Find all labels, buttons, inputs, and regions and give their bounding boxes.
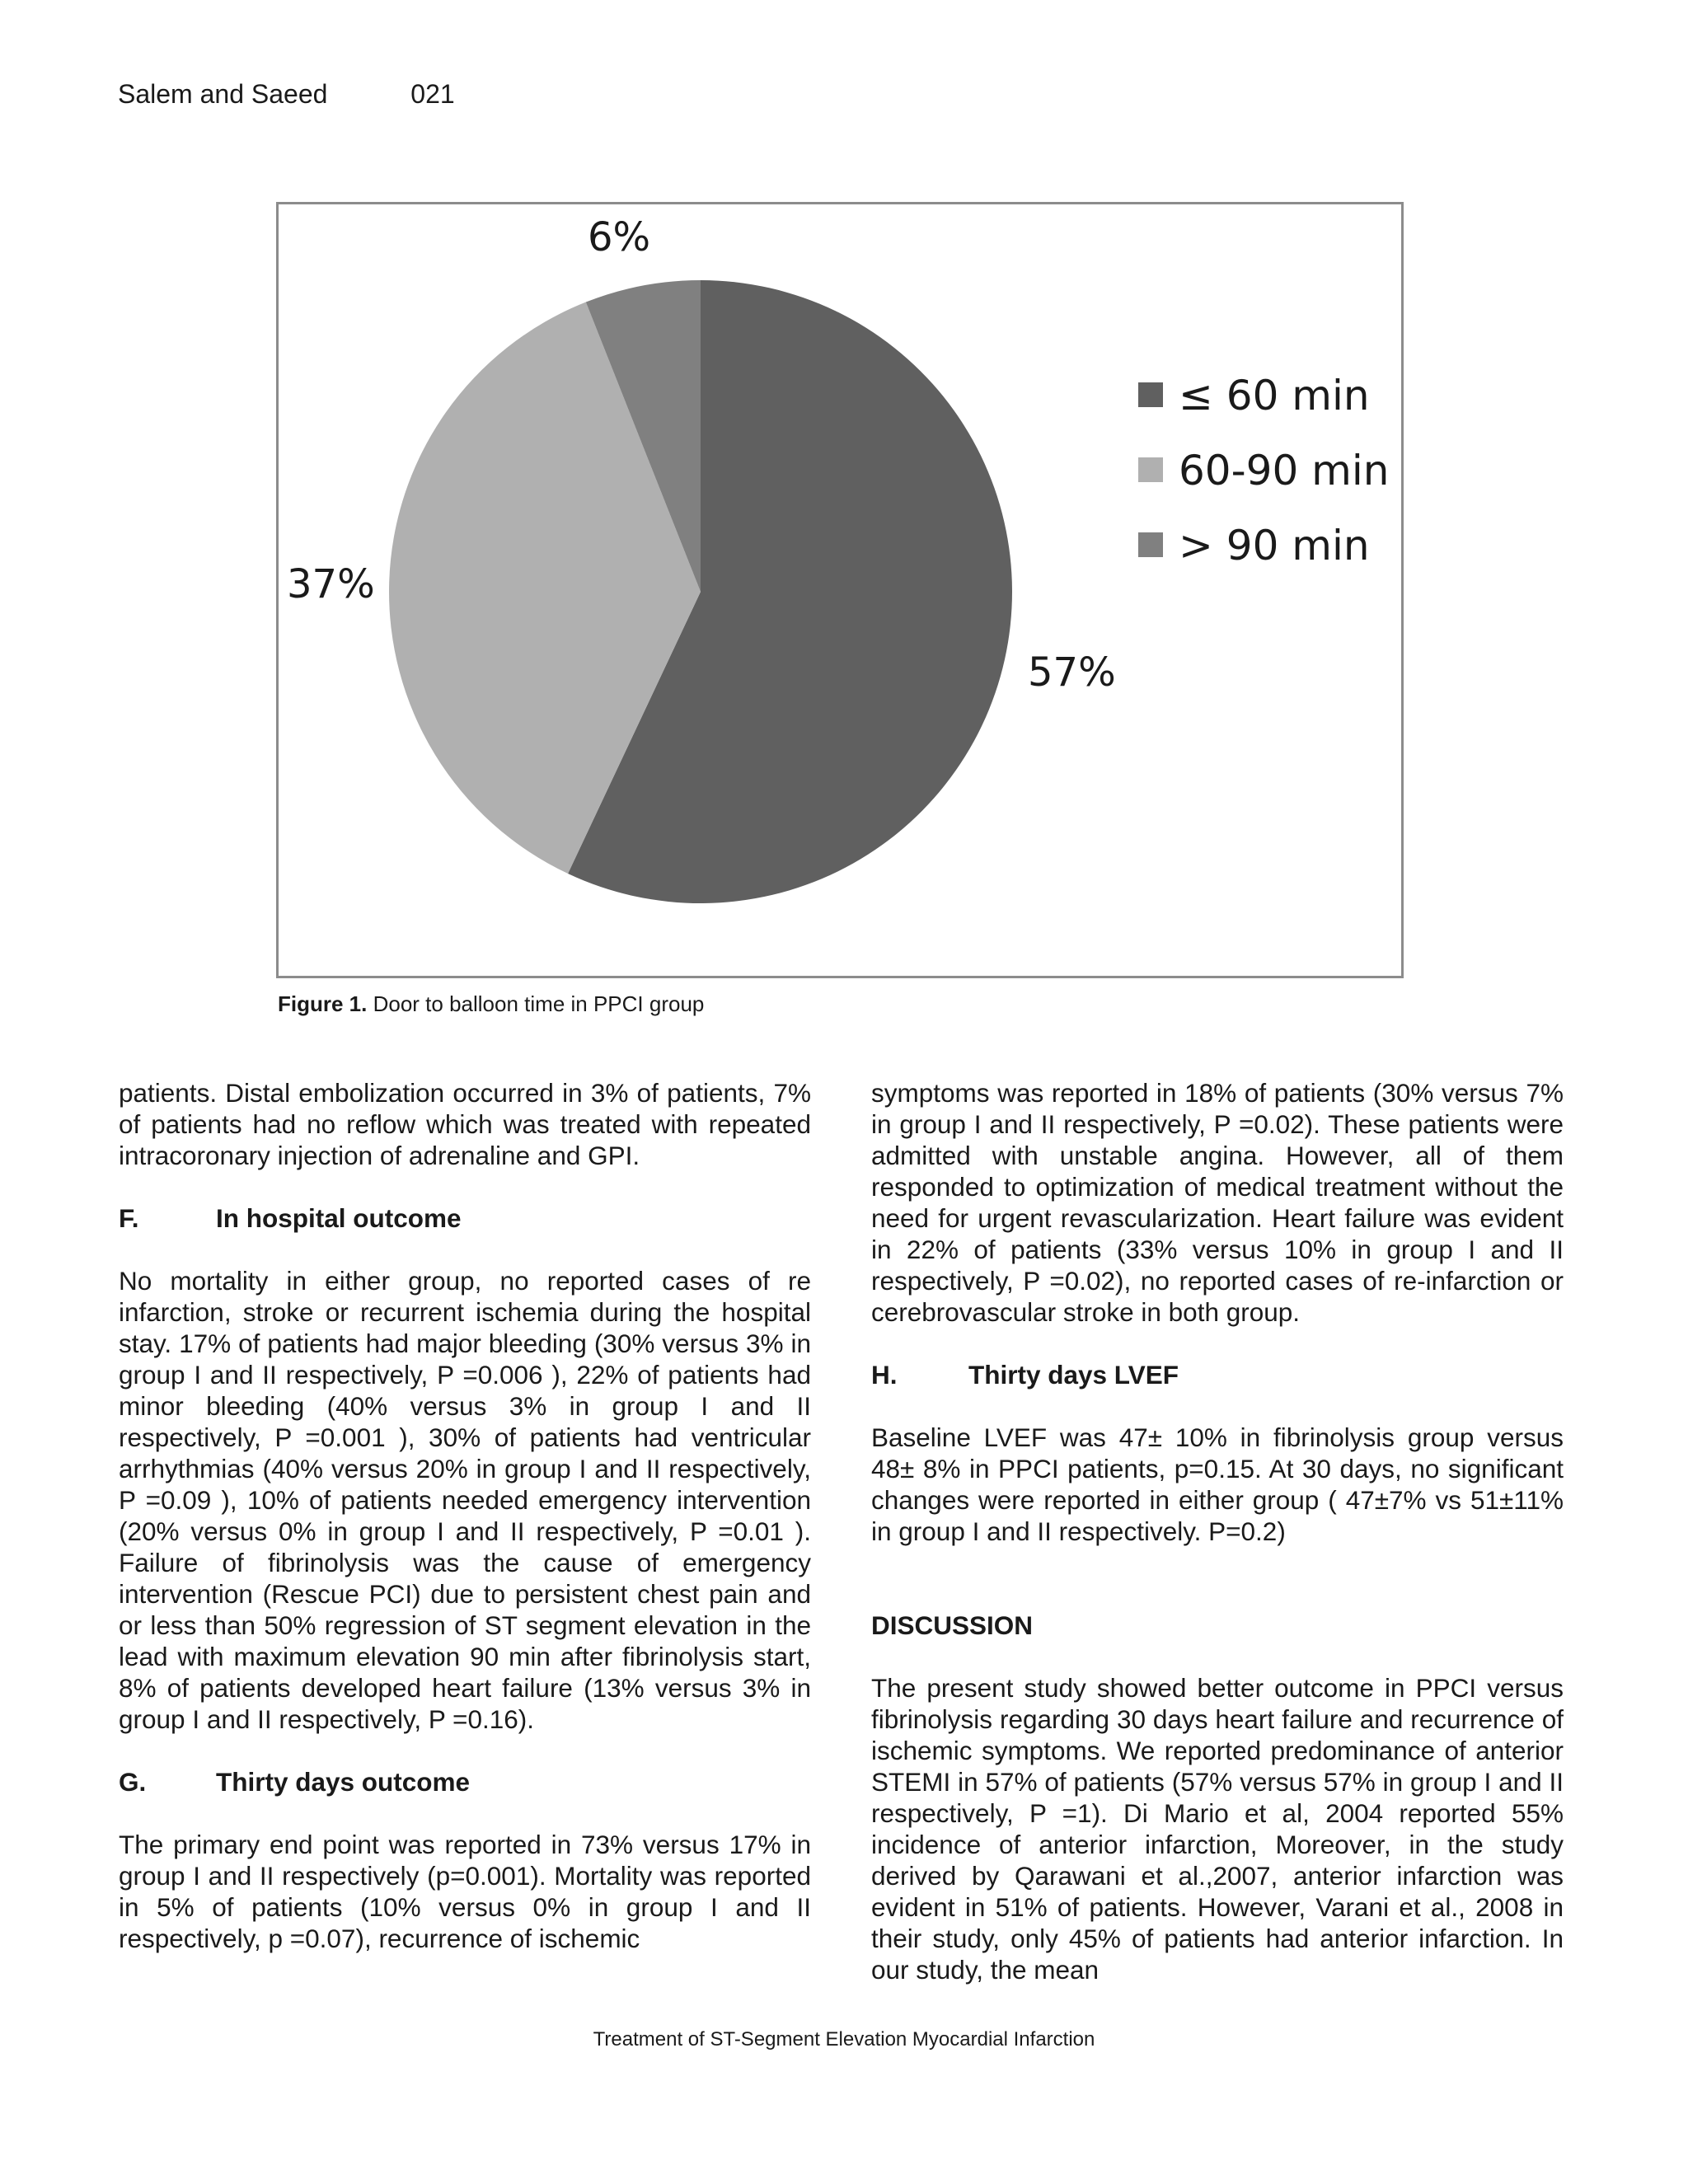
section-letter: F.	[119, 1203, 139, 1233]
section-heading-discussion	[871, 1610, 1564, 1641]
section-letter: H.	[871, 1360, 898, 1390]
legend-swatch-3	[1138, 532, 1163, 557]
legend-label-1: ≤ 60 min	[1179, 372, 1370, 419]
legend-swatch-2	[1138, 457, 1163, 482]
section-heading-in-hospital-outcome	[119, 1202, 811, 1234]
right-column	[871, 1077, 1564, 1985]
legend-label-3: > 90 min	[1179, 522, 1370, 569]
figure-caption-text: Door to balloon time in PPCI group	[373, 991, 705, 1016]
section-title: DISCUSSION	[871, 1610, 1034, 1640]
paragraph-in-hospital-outcome: No mortality in either group, no reported cases of re infarction, stroke or recurrent ischemia during the hospital stay. 17% of patients had major bleeding (30% versus 3% in group I and II respectively, P =0.006 ), 22% of patients had minor bleeding (40% versus 3% in group I and II respectively, P =0.001 ), 30% of patients had ventricular arrhythmias (40% versus 20% in group I and II respectively, P =0.09 ), 10% of patients needed emergency intervention (20% versus 0% in group I and II respectively, P =0.01 ). Failure of fibrinolysis was the cause of emergency intervention (Rescue PCI) due to persistent chest pain and or less than 50% regression of ST segment elevation in the lead with maximum elevation 90 min after fibrinolysis start, 8% of patients developed heart failure (13% versus 3% in group I and II respectively, P =0.16).	[119, 1266, 811, 1734]
section-title: Thirty days outcome	[216, 1767, 471, 1797]
page-footer: Treatment of ST-Segment Elevation Myocardial Infarction	[593, 2028, 1095, 2050]
pie-value-label-1: 57%	[1028, 649, 1116, 696]
paragraph-thirty-days-outcome: The primary end point was reported in 73% versus 17% in group I and II respectively (p=0.001). Mortality was reported in 5% of patients (10% versus 0% in group I and II respectively, p =0.07), recurrence of ischemic	[119, 1830, 811, 1953]
pie-value-label-2: 37%	[287, 561, 375, 607]
figure-1-chart	[276, 202, 1404, 978]
section-letter: G.	[119, 1767, 147, 1797]
page-number: 021	[410, 79, 455, 109]
section-heading-thirty-days-outcome	[119, 1766, 811, 1797]
pie-chart	[279, 204, 1401, 976]
figure-caption	[278, 991, 704, 1017]
pie-value-label-3: 6%	[588, 214, 651, 260]
left-column	[119, 1077, 811, 1954]
section-title: In hospital outcome	[216, 1203, 462, 1233]
section-title: Thirty days LVEF	[968, 1360, 1179, 1390]
figure-caption-label: Figure 1.	[278, 991, 368, 1016]
paragraph-lvef: Baseline LVEF was 47± 10% in fibrinolysis group versus 48± 8% in PPCI patients, p=0.15. At 30 days, no significant changes were reported in either group ( 47±7% vs 51±11% in group I and II respectively. P=0.2)	[871, 1422, 1564, 1546]
section-heading-thirty-days-lvef	[871, 1359, 1564, 1390]
running-head-authors: Salem and Saeed	[118, 79, 328, 109]
paragraph-discussion: The present study showed better outcome in PPCI versus fibrinolysis regarding 30 days heart failure and recurrence of ischemic symptoms. We reported predominance of anterior STEMI in 57% of patients (57% versus 57% in group I and II respectively, P =1). Di Mario et al, 2004 reported 55% incidence of anterior infarction, Moreover, in the study derived by Qarawani et al.,2007, anterior infarction was evident in 51% of patients. However, Varani et al., 2008 in their study, only 45% of patients had anterior infarction. In our study, the mean	[871, 1673, 1564, 1985]
paragraph-embolization: patients. Distal embolization occurred in 3% of patients, 7% of patients had no reflow which was treated with repeated intracoronary injection of adrenaline and GPI.	[119, 1078, 811, 1170]
paragraph-ischemic-symptoms: symptoms was reported in 18% of patients (30% versus 7% in group I and II respectively, P =0.02). These patients were admitted with unstable angina. However, all of them responded to optimization of medical treatment without the need for urgent revascularization. Heart failure was evident in 22% of patients (33% versus 10% in group I and II respectively, P =0.02), no reported cases of re-infarction or cerebrovascular stroke in both group.	[871, 1078, 1564, 1327]
running-head	[118, 79, 455, 110]
legend-swatch-1	[1138, 382, 1163, 407]
legend-label-2: 60-90 min	[1179, 447, 1390, 494]
